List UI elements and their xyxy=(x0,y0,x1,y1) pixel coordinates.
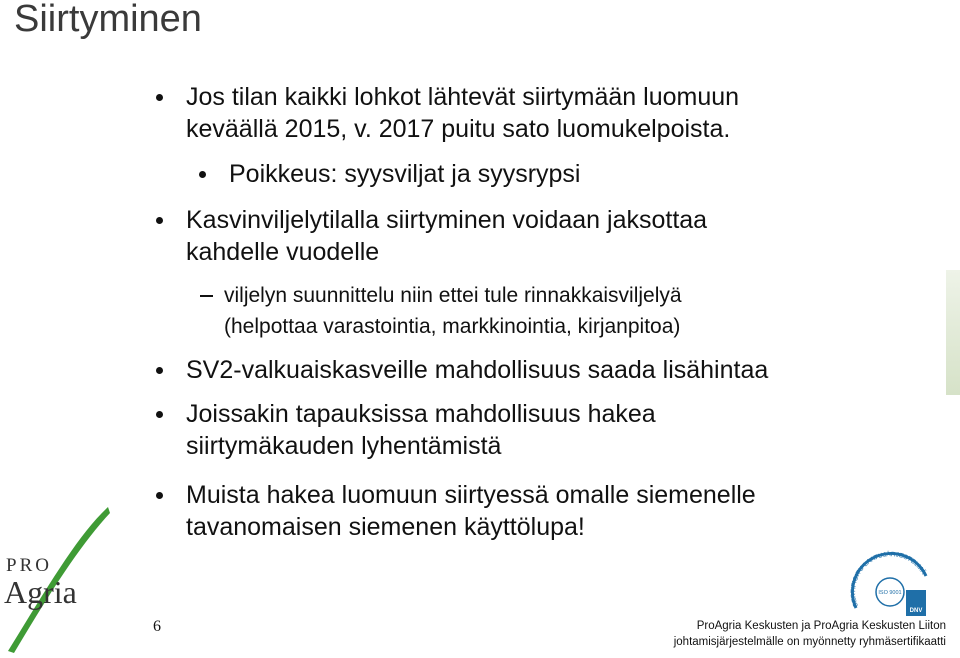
footer-line-1: ProAgria Keskusten ja ProAgria Keskusten Liiton xyxy=(696,620,946,632)
logo-pro-text: PRO xyxy=(6,555,52,576)
logo-agria-text: Agria xyxy=(4,574,77,610)
bullet-5-line-1: Joissakin tapauksissa mahdollisuus hakea xyxy=(186,400,656,428)
bullet-3-line-1: Kasvinviljelytilalla siirtyminen voidaan jaksottaa xyxy=(186,206,708,234)
cert-badge-text: DNV xyxy=(909,608,923,614)
bullet-6-line-1: Muista hakea luomuun siirtyessä omalle siemenelle xyxy=(186,481,756,509)
certification-seal-icon xyxy=(846,548,936,620)
proagria-logo xyxy=(0,505,112,655)
dash-marker xyxy=(200,295,213,297)
bullet-marker xyxy=(156,217,163,224)
footer-line-2: johtamisjärjestelmälle on myönnetty ryhmäsertifikaatti xyxy=(673,636,946,648)
bullet-6-line-2: tavanomaisen siemenen käyttölupa! xyxy=(186,513,585,541)
slide-title: Siirtyminen xyxy=(14,0,202,40)
page-number: 6 xyxy=(153,618,161,635)
sub-item-line-1: viljelyn suunnittelu niin ettei tule rinnakkaisviljelyä xyxy=(224,284,682,307)
bullet-marker xyxy=(156,94,163,101)
bullet-marker xyxy=(199,171,206,178)
bullet-4-line-1: SV2-valkuaiskasveille mahdollisuus saada lisähintaa xyxy=(186,356,769,384)
bullet-1-line-2: keväällä 2015, v. 2017 puitu sato luomukelpoista. xyxy=(186,115,731,143)
decorative-side-bar xyxy=(946,270,960,395)
bullet-3-line-2: kahdelle vuodelle xyxy=(186,238,380,266)
sub-item-line-2: (helpottaa varastointia, markkinointia, kirjanpitoa) xyxy=(224,315,681,338)
bullet-5-line-2: siirtymäkauden lyhentämistä xyxy=(186,432,502,460)
cert-iso-text: ISO 9001 xyxy=(878,590,902,596)
bullet-1-line-1: Jos tilan kaikki lohkot lähtevät siirtymään luomuun xyxy=(186,83,740,111)
bullet-2-line-1: Poikkeus: syysviljat ja syysrypsi xyxy=(229,160,581,188)
cert-arc-text: SERTIFIOITU LAATUJÄRJESTELMÄ xyxy=(850,551,927,608)
bullet-marker xyxy=(156,367,163,374)
bullet-marker xyxy=(156,411,163,418)
bullet-marker xyxy=(156,492,163,499)
